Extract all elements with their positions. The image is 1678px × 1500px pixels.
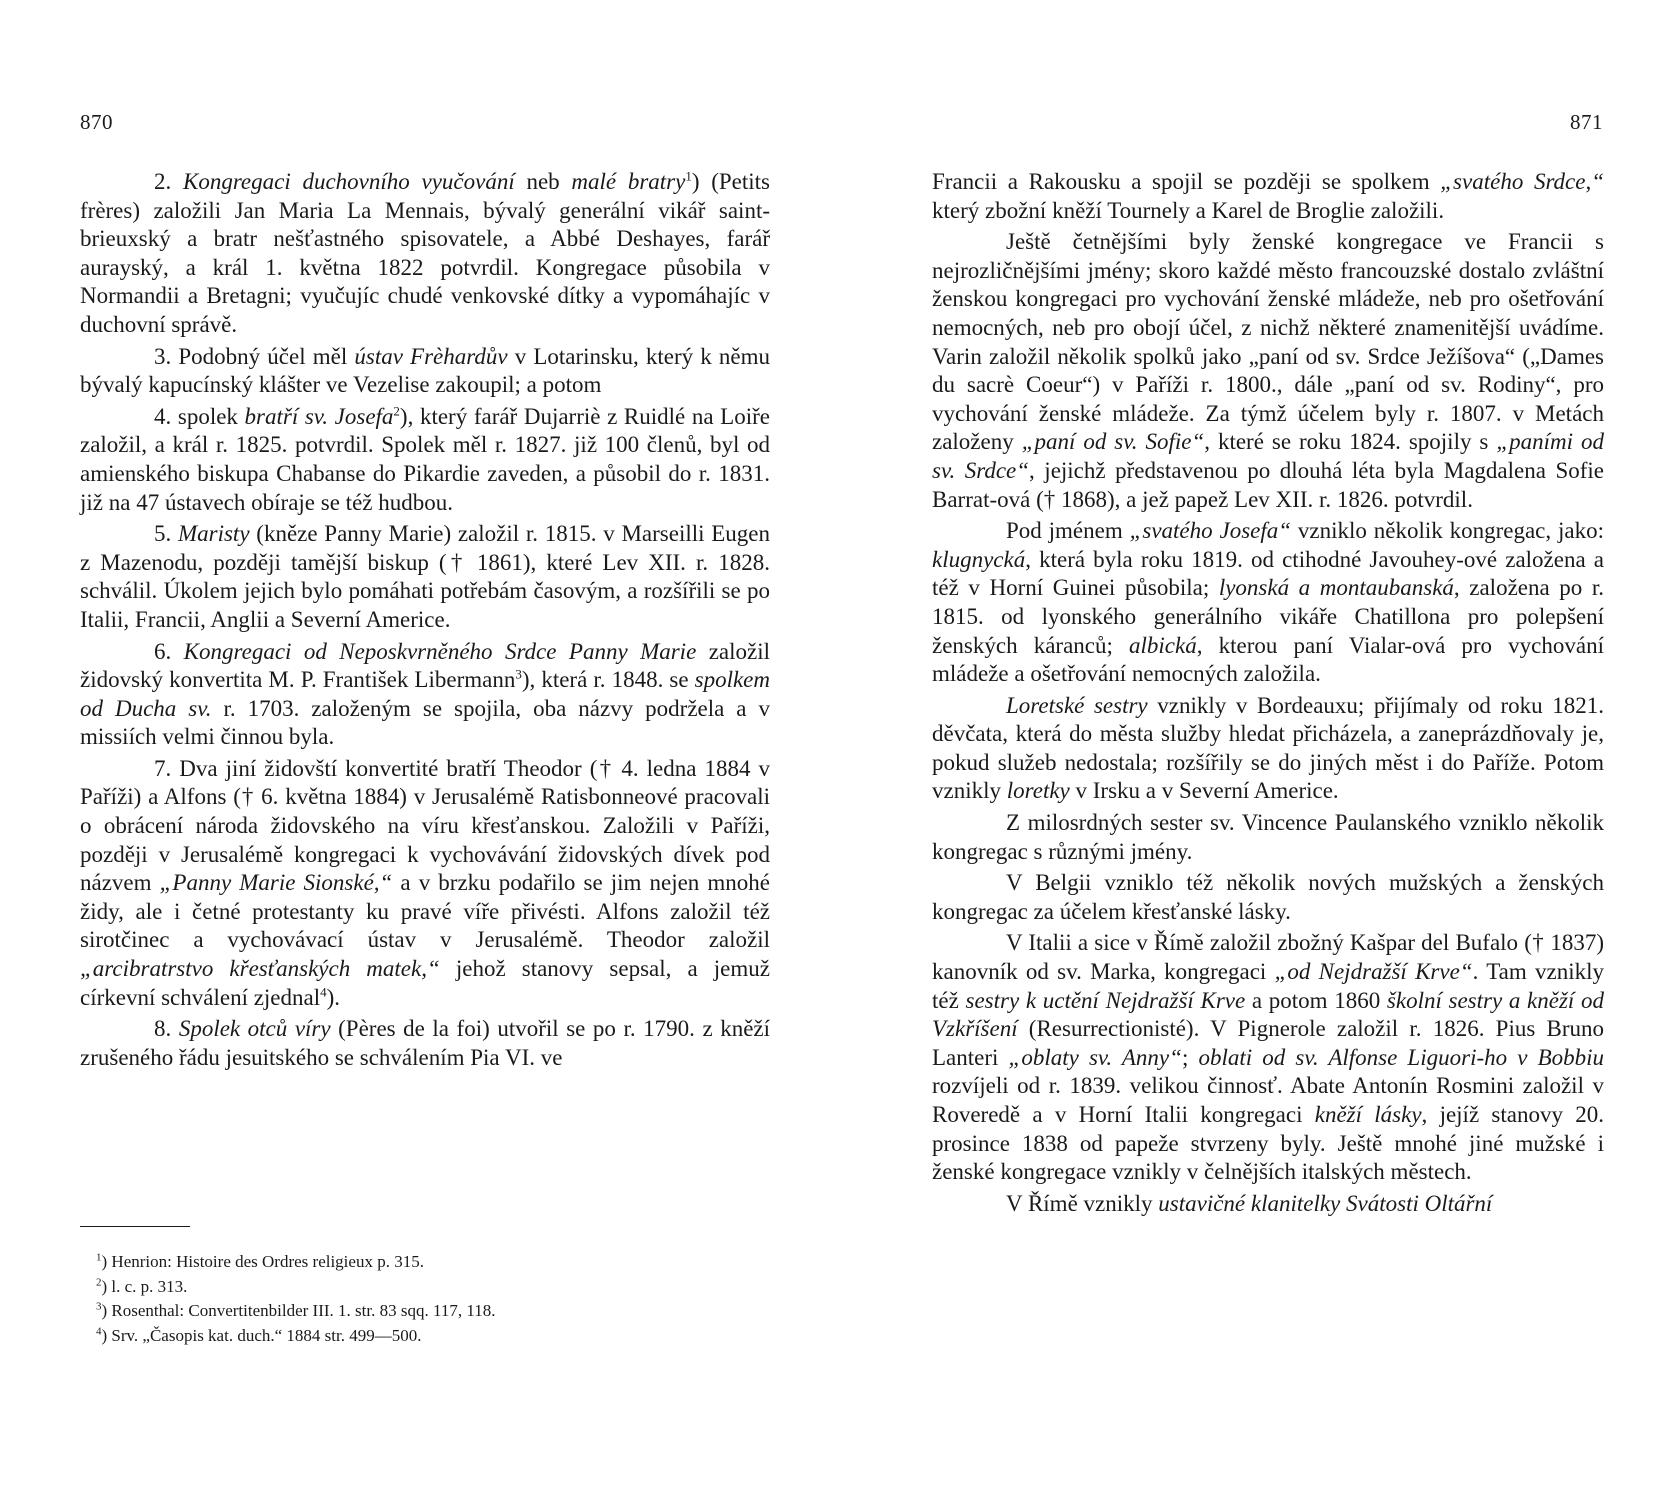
text-run: neb [514,169,572,194]
italic-term: „svatého Josefa“ [1129,518,1292,544]
paragraph [932,1190,1604,1219]
italic-term: oblati od sv. Alfonse Liguori-ho v Bobbiu [1198,1044,1605,1070]
paragraph-6 [80,638,770,752]
italic-term: bratří sv. Josefa [244,403,394,429]
italic-term: kněží lásky [1314,1102,1422,1127]
text-run: , která byla roku 1819. od ctihodné Javouhey-ové založena a též v Horní Guinei působila; [932,546,1604,601]
italic-term: sestry k uctění Nejdražší Krve [965,987,1246,1013]
italic-term: „arcibratrstvo křesťanských matek,“ [80,956,440,982]
body-text [932,168,1604,1221]
footnote [96,1324,716,1349]
text-run: (Resurrectionisté). V Pignerole založil r. 1826. Pius Bruno Lanteri [932,1016,1604,1070]
text-run: 5. [154,521,178,547]
paragraph-3 [80,343,770,400]
footnote-text: ) l. c. p. 313. [101,1276,188,1296]
italic-term: lyonská a montaubanská [1218,575,1454,601]
italic-term: klugnycká [932,546,1026,572]
text-run: a v brzku podařilo se jim nejen mnohé židy, ale i četné protestanty ku pravé víře přivésti. Alfons založil též sirotčinec a vychovávací ústav v Jerusalémě. Theodor založil [80,870,770,953]
footnote-ref: 4 [320,983,327,999]
paragraph [932,228,1604,514]
text-run: jehož stanovy sepsal, a jemuž církevní schválení zjednal [80,956,770,1010]
footnote [96,1250,716,1275]
italic-term: ustavičné klanitelky Svátosti Oltářní [1158,1190,1493,1216]
italic-term: „oblaty sv. Anny“ [1008,1044,1182,1070]
footnote [96,1275,716,1300]
italic-term: Kongregaci od Neposkvrněného Srdce Panny Marie [183,638,697,664]
footnote-ref: 2 [393,403,400,419]
footnote-mark: 3 [96,1300,102,1313]
text-run: V Belgii vzniklo též několik nových mužských a ženských kongregac za účelem křesťanské lásky. [932,870,1604,924]
italic-term: ústav Frèhardův [354,343,508,369]
footnote-ref: 1 [685,168,692,184]
italic-term: „Panny Marie Sionské,“ [159,870,393,896]
text-run: který zbožní kněží Tournely a Karel de Broglie založili. [932,197,1445,223]
paragraph-continued [932,168,1604,225]
italic-term: Loretské sestry [1006,692,1148,718]
page-number: 871 [1570,110,1603,134]
text-run: , založena po r. 1815. od lyonského generálního vikáře Chatillona pro polepšení ženských káranců; [932,575,1604,658]
footnotes [96,1250,716,1348]
text-run: vznikly v Bordeauxu; přijímaly od roku 1821. děvčata, která do města služby hledat přicházela, a zaneprázdňovaly je, pokud služeb nedostala; rozšířily se do jiných měst i do Paříže. Potom vznikly [932,692,1604,804]
text-run: V Římě vznikly [1006,1190,1159,1216]
text-run: ), který farář Dujarriè z Ruidlé na Loiře založil, a král r. 1825. potvrdil. Spolek měl r. 1827. již 100 členů, byl od amienského biskupa Chabanse do Pikardie zaveden, a působil do r. 1831. již na 47 ústavech obíraje se též hudbou. [80,403,770,515]
paragraph [932,809,1604,866]
text-run: (Pères de la foi) utvořil se po r. 1790. z kněží zrušeného řádu jesuitského se schválením Pia VI. ve [80,1016,771,1070]
text-run: , které se roku 1824. spojily s [1204,429,1497,455]
text-run: , jejíž stanovy 20. prosince 1838 od papeže stvrzeny byly. Ještě mnohé jiné mužské i ženské kongregace vznikly v čelnějších italských městech. [932,1102,1605,1185]
italic-term: „od Nejdražší Krve“ [1274,959,1473,985]
text-run: r. 1703. založeným se spojila, oba názvy podržela a v missiích velmi činnou byla. [80,695,770,750]
right-page [839,0,1678,1500]
footnote-text: ) Srv. „Časopis kat. duch.“ 1884 str. 499—500. [101,1325,422,1345]
paragraph [932,692,1604,806]
paragraph [932,869,1604,926]
text-run: Ještě četnějšími byly ženské kongregace ve Francii s nejrozličnějšími jmény; skoro každé město francouzské dostalo zvláštní ženskou kongregaci pro vychování ženské mládeže, neb pro ošetřování nemocných, neb pro obojí účel, z nichž některé znamenitější uvádíme. Varin založil několik spolků jako „paní od sv. Srdce Ježíšova“ („Dames du sacrè Coeur“) v Paříži r. 1800., dále „paní od sv. Rodiny“, pro vychování ženské mládeže. Za týmž účelem byly r. 1807. v Metách založeny [932,229,1604,455]
text-run: . Tam vznikly též [932,959,1604,1013]
footnote-text: ) Henrion: Histoire des Ordres religieux p. 315. [101,1252,424,1271]
italic-term: spolkem od Ducha sv. [80,667,770,721]
body-text [80,168,770,1075]
text-run: 4. spolek [154,403,245,429]
text-run: 6. [154,638,184,664]
italic-term: „paní od sv. Sofie“ [1021,429,1205,455]
italic-term: malé bratry [571,169,686,194]
footnote-mark: 1 [96,1251,102,1264]
text-run: 3. Podobný účel měl [154,343,355,369]
italic-term: albická [1129,632,1197,658]
paragraph-8 [80,1015,770,1072]
text-run: Z milosrdných sester sv. Vincence Paulanského vzniklo několik kongregac s různými jmény. [932,810,1604,864]
text-run: založil židovský konvertita M. P. František Libermann [80,638,770,693]
text-run: 7. Dva jiní židovští konvertité bratří Theodor († 4. ledna 1884 v Paříži) a Alfons († 6. května 1884) v Jerusalémě Ratisbonneové pracovali o obrácení národa židovského na víru křesťanskou. Založili v Paříži, později v Jerusalémě kongregaci k vychovávání židovských dívek pod názvem [80,755,770,896]
text-run: ). [326,984,341,1010]
text-run: v Irsku a v Severní Americe. [1069,778,1339,804]
text-run: , jejichž představenou po dlouhá léta byla Magdalena Sofie Barrat-ová († 1868), a jež papež Lev XII. r. 1826. potvrdil. [932,457,1604,512]
paragraph [932,929,1604,1186]
footnote-ref: 3 [515,666,522,682]
italic-term: Maristy [177,521,250,547]
text-run: , kterou paní Vialar-ová pro vychování mládeže a ošetřování nemocných založila. [932,632,1604,687]
italic-term: Spolek otců víry [178,1016,331,1042]
text-run: (kněze Panny Marie) založil r. 1815. v Marseilli Eugen z Mazenodu, později tamější biskup († 1861), které Lev XII. r. 1828. schválil. Úkolem jejich bylo pomáhati potřebám časovým, a rozšířili se po Italii, Francii, Anglii a Severní Americe. [80,521,770,632]
italic-term: „svatého Srdce,“ [1440,169,1604,194]
text-run: rozvíjeli od r. 1839. velikou činnosť. Abate Antonín Rosmini založil v Roveredě a v Horní Italii kongregaci [932,1073,1604,1127]
footnote-text: ) Rosenthal: Convertitenbilder III. 1. str. 83 sqq. 117, 118. [101,1301,496,1320]
text-run: V Italii a sice v Římě založil zbožný Kašpar del Bufalo († 1837) kanovník od sv. Marka, kongregaci [932,930,1604,985]
paragraph-number: 2. [154,169,183,194]
italic-term: „paními od sv. Srdce“ [932,429,1604,483]
footnote-mark: 4 [96,1324,102,1337]
paragraph [932,517,1604,689]
paragraph-5 [80,520,770,634]
italic-term: loretky [1006,778,1070,804]
text-run: ; [1181,1044,1199,1070]
italic-term: Kongregaci duchovního vyučování [182,169,515,194]
page-number: 870 [80,110,113,134]
text-run: ), která r. 1848. se [521,667,695,693]
footnote-divider [80,1226,190,1227]
text-run: a potom 1860 [1245,987,1387,1013]
text-run: Francii a Rakousku a spojil se později se spolkem [932,169,1441,194]
italic-term: školní sestry a kněží od Vzkříšení [932,987,1604,1042]
footnote [96,1299,716,1324]
paragraph-7 [80,755,770,1012]
text-run: vzniklo několik kongregac, jako: [1291,518,1604,544]
text-run: ) (Petits frères) založili Jan Maria La Mennais, bývalý generální vikář saint-brieuxský a bratr nešťastného spisovatele, a Abbé Deshayes, farář aurayský, a král 1. května 1822 potvrdil. Kongregace působila v Normandii a Bretagni; vyučujíc chudé venkovské dítky a vypomáhajíc v duchovní správě. [80,169,770,337]
text-run: Pod jménem [1006,518,1130,544]
text-run: v Lotarinsku, který k němu bývalý kapucínský klášter ve Vezelise zakoupil; a potom [80,343,770,398]
text-run: 8. [154,1016,179,1042]
paragraph-2 [80,168,770,340]
footnote-mark: 2 [96,1275,102,1288]
paragraph-4 [80,403,770,517]
